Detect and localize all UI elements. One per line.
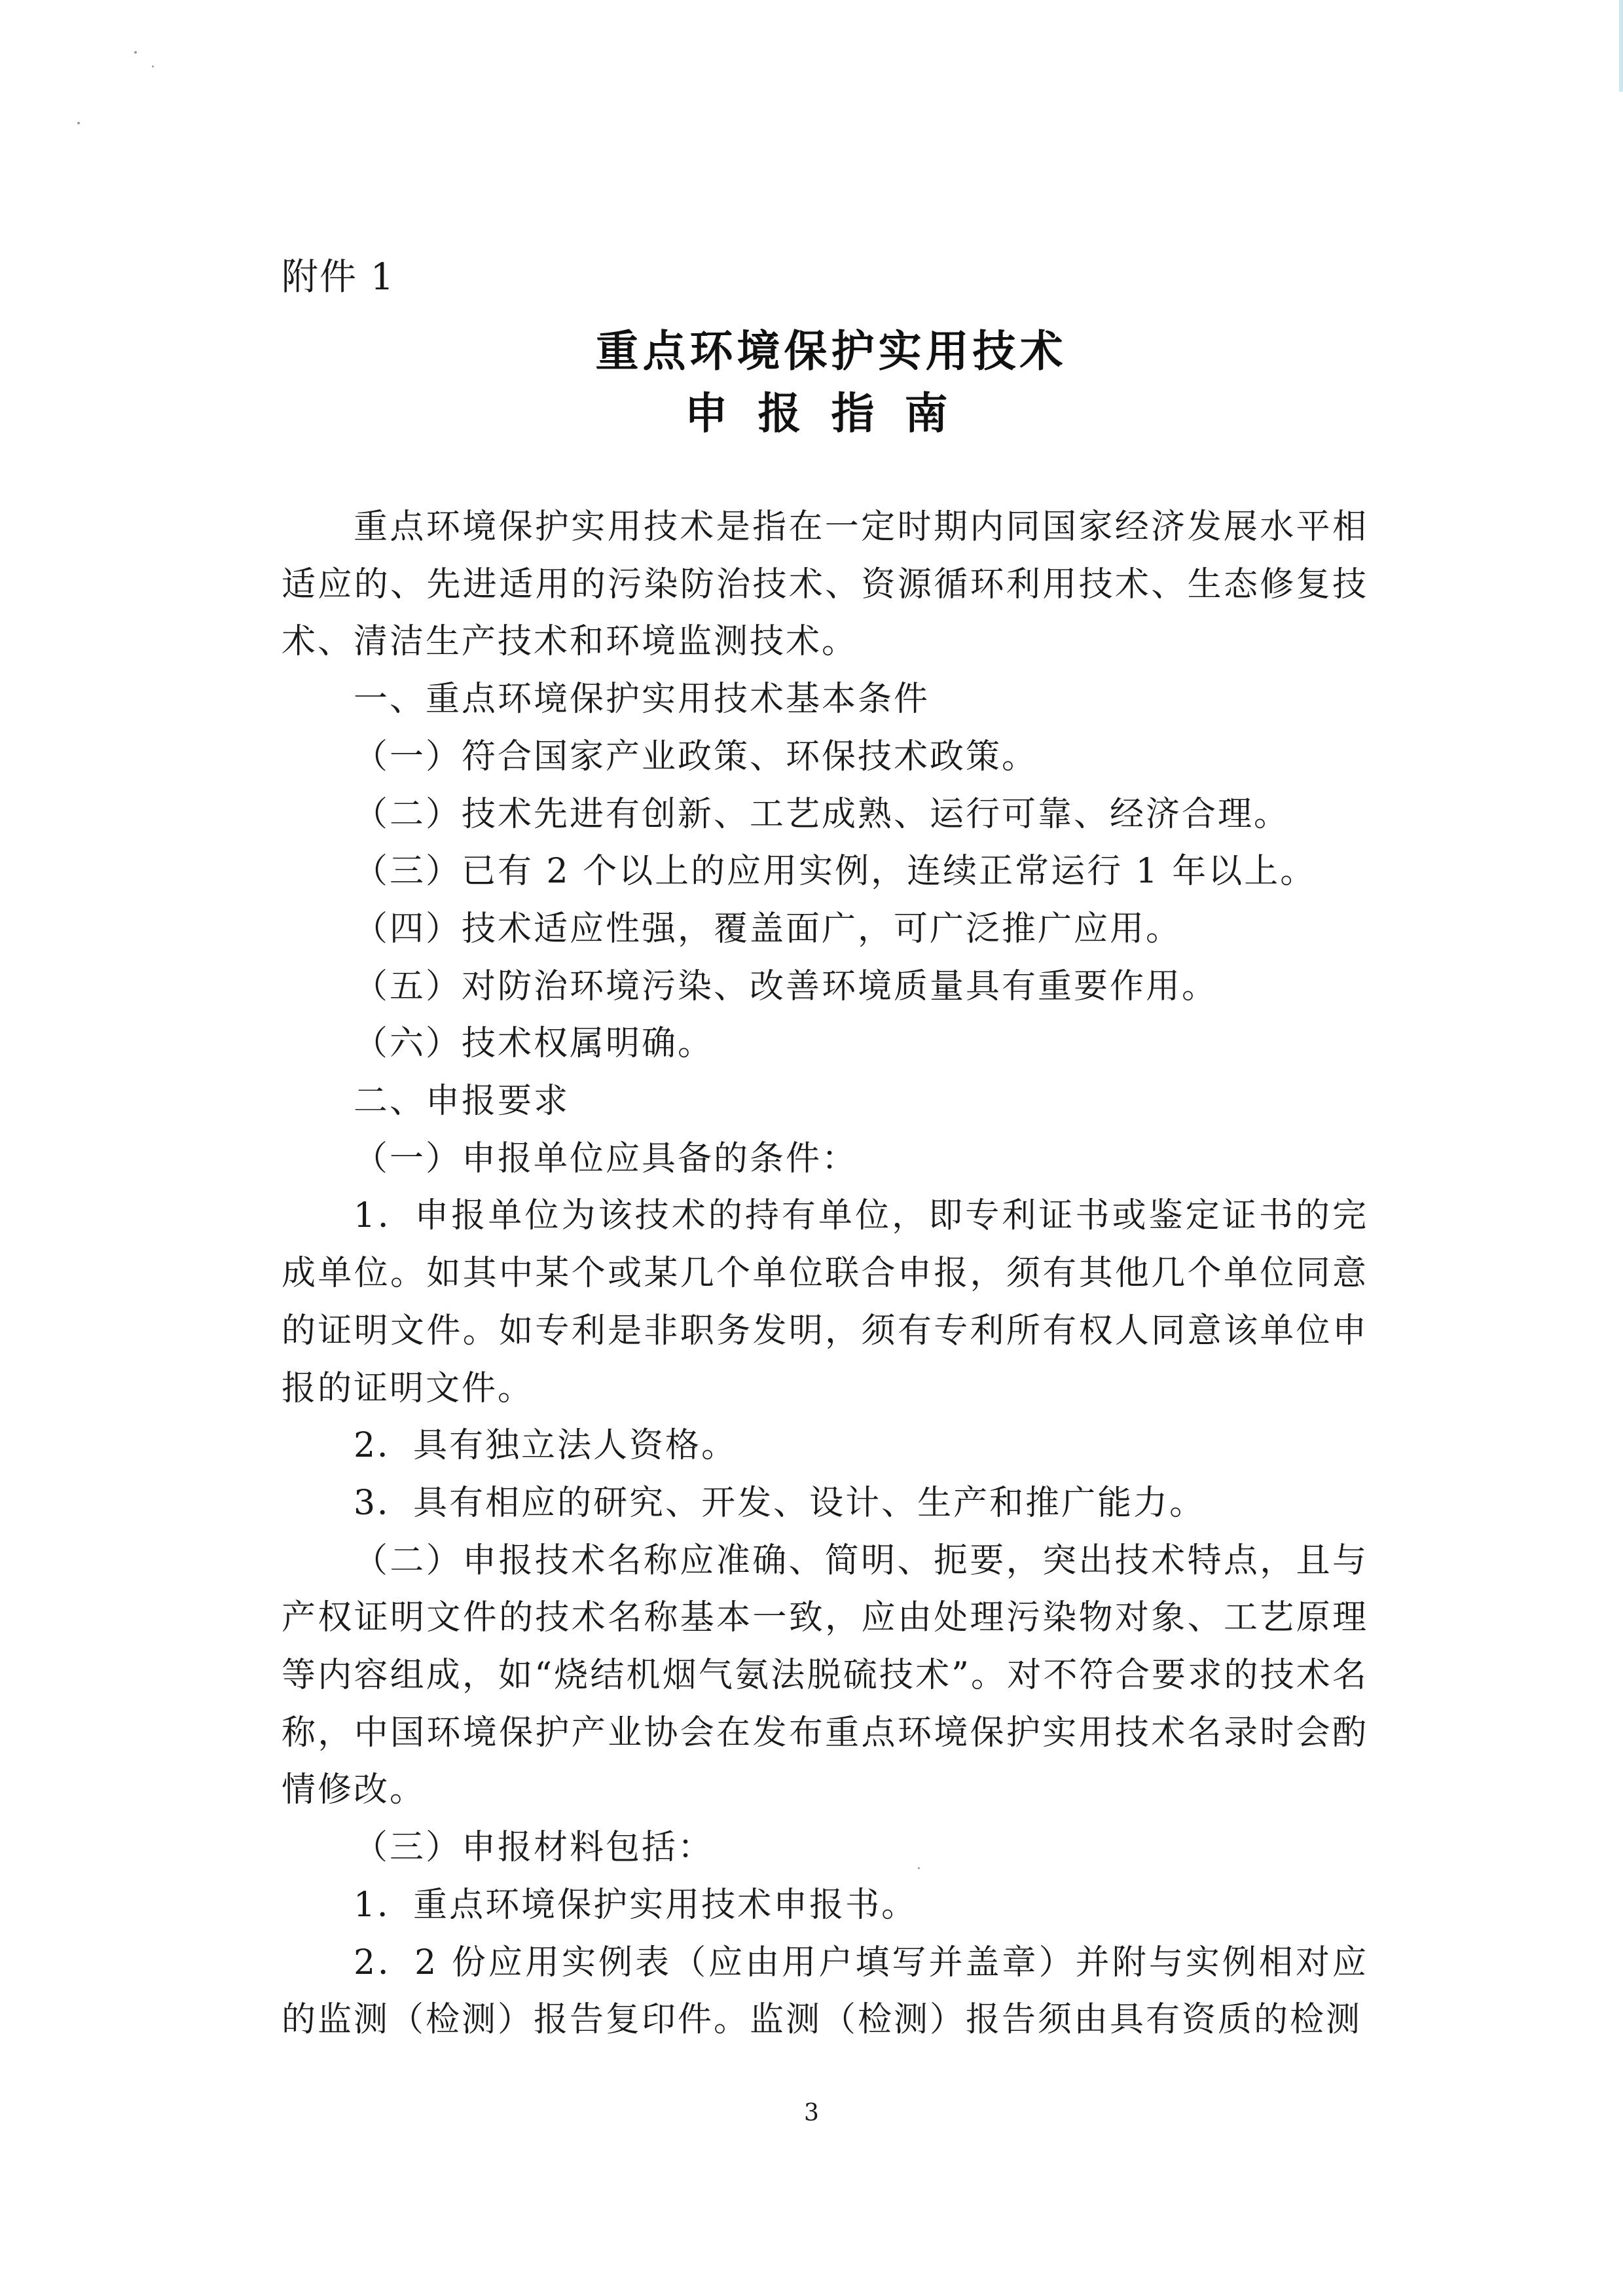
document-title-line-2: 申报指南 <box>684 388 978 439</box>
requirement-subitem: 2．2 份应用实例表（应由用户填写并盖章）并附与实例相对应的监测（检测）报告复印件。监测（检测）报告须由具有资质的检测 <box>282 1942 1368 2040</box>
scan-speck <box>134 51 137 54</box>
requirement-item: （二）申报技术名称应准确、简明、扼要，突出技术特点，且与产权证明文件的技术名称基本一致，应由处理污染物对象、工艺原理等内容组成，如“烧结机烟气氨法脱硫技术”。对不符合要求的技术名称，中国环境保护产业协会在发布重点环境保护实用技术名录时会酌情修改。 <box>282 1540 1368 1810</box>
document-body <box>282 499 1368 2049</box>
condition-item: （三）已有 2 个以上的应用实例，连续正常运行 1 年以上。 <box>354 852 1317 892</box>
condition-item: （二）技术先进有创新、工艺成熟、运行可靠、经济合理。 <box>354 794 1290 834</box>
scan-speck <box>152 65 154 67</box>
requirement-subitem: 3．具有相应的研究、开发、设计、生产和推广能力。 <box>354 1483 1206 1523</box>
requirement-subitem: 1．申报单位为该技术的持有单位，即专利证书或鉴定证书的完成单位。如其中某个或某几个单位联合申报，须有其他几个单位同意的证明文件。如专利是非职务发明，须有专利所有权人同意该单位申报的证明文件。 <box>282 1196 1368 1408</box>
attachment-label: 附件 1 <box>282 256 395 299</box>
page-number: 3 <box>804 2100 819 2126</box>
condition-item: （四）技术适应性强，覆盖面广，可广泛推广应用。 <box>354 909 1182 949</box>
condition-item: （一）符合国家产业政策、环保技术政策。 <box>354 737 1038 776</box>
intro-paragraph: 重点环境保护实用技术是指在一定时期内同国家经济发展水平相适应的、先进适用的污染防治技术、资源循环利用技术、生态修复技术、清洁生产技术和环境监测技术。 <box>282 507 1368 662</box>
section-heading-basic-conditions: 一、重点环境保护实用技术基本条件 <box>354 680 930 720</box>
requirement-item: （一）申报单位应具备的条件： <box>354 1139 858 1178</box>
scan-speck <box>77 122 80 124</box>
condition-item: （五）对防治环境污染、改善环境质量具有重要作用。 <box>354 966 1218 1006</box>
condition-item: （六）技术权属明确。 <box>354 1024 714 1064</box>
scan-edge-mark <box>1619 0 1623 92</box>
requirement-subitem: 2．具有独立法人资格。 <box>354 1426 738 1466</box>
requirement-subitem: 1．重点环境保护实用技术申报书。 <box>354 1885 918 1925</box>
requirement-item: （三）申报材料包括： <box>354 1828 714 1868</box>
document-title-line-1: 重点环境保护实用技术 <box>595 326 1067 376</box>
section-heading-requirements: 二、申报要求 <box>354 1082 570 1121</box>
